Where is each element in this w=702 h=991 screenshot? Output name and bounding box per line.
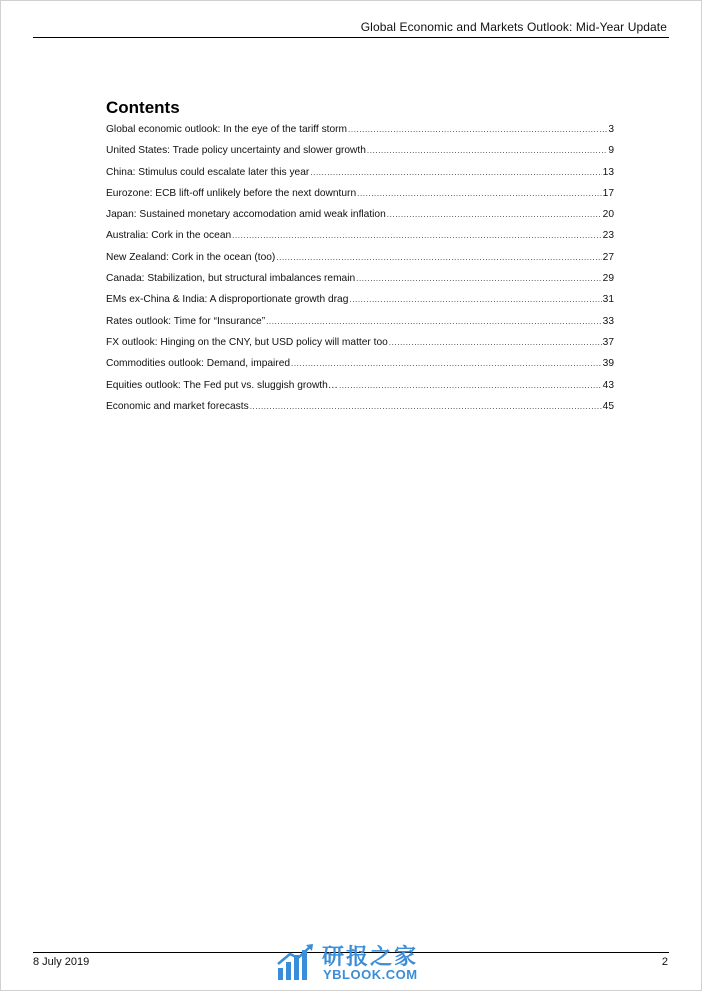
toc-dot-leader xyxy=(387,210,602,219)
toc-entry-title[interactable]: Global economic outlook: In the eye of the tariff storm xyxy=(106,124,348,135)
toc-entry-title[interactable]: Eurozone: ECB lift-off unlikely before the next downturn xyxy=(106,187,357,199)
toc-entry-page[interactable]: 13 xyxy=(602,166,614,178)
toc-dot-leader xyxy=(250,402,602,411)
toc-entry[interactable] xyxy=(106,380,614,401)
toc-entry[interactable] xyxy=(106,337,614,358)
toc-entry-title[interactable]: Rates outlook: Time for “Insurance” xyxy=(106,315,266,327)
toc-entry-title[interactable]: Japan: Sustained monetary accomodation amid weak inflation xyxy=(106,209,386,221)
toc-dot-leader xyxy=(291,359,602,368)
toc-dot-leader xyxy=(232,231,602,240)
footer-date: 8 July 2019 xyxy=(33,956,90,968)
toc-entry-title[interactable]: FX outlook: Hinging on the CNY, but USD policy will matter too xyxy=(106,336,388,348)
toc-entry-page[interactable]: 29 xyxy=(602,273,614,285)
toc-entry-title[interactable]: United States: Trade policy uncertainty and slower growth xyxy=(106,145,366,157)
toc-entry-title[interactable]: New Zealand: Cork in the ocean (too) xyxy=(106,251,276,263)
toc-entry[interactable] xyxy=(106,252,614,273)
toc-entry[interactable] xyxy=(106,358,614,379)
toc-entry-page[interactable]: 23 xyxy=(602,230,614,242)
watermark xyxy=(276,940,436,985)
toc-entry[interactable] xyxy=(106,294,614,315)
toc-entry[interactable] xyxy=(106,401,614,422)
toc-dot-leader xyxy=(357,189,602,198)
toc-entry-page[interactable]: 43 xyxy=(602,379,614,391)
toc-entry-title[interactable]: China: Stimulus could escalate later this year xyxy=(106,166,310,178)
toc-dot-leader xyxy=(389,338,602,347)
toc-entry-title[interactable]: Equities outlook: The Fed put vs. sluggish growth… xyxy=(106,379,338,391)
table-of-contents xyxy=(106,124,614,422)
toc-dot-leader xyxy=(348,125,607,134)
toc-entry-page[interactable]: 20 xyxy=(602,209,614,221)
toc-entry-title[interactable]: Commodities outlook: Demand, impaired xyxy=(106,358,291,370)
toc-dot-leader xyxy=(310,168,601,177)
toc-entry[interactable] xyxy=(106,316,614,337)
toc-entry-page[interactable]: 39 xyxy=(602,358,614,370)
toc-entry[interactable] xyxy=(106,188,614,209)
toc-entry[interactable] xyxy=(106,230,614,251)
toc-entry-page[interactable]: 3 xyxy=(608,124,614,135)
toc-entry[interactable] xyxy=(106,273,614,294)
toc-entry[interactable] xyxy=(106,209,614,230)
toc-dot-leader xyxy=(276,253,601,262)
toc-entry-page[interactable]: 45 xyxy=(602,400,614,412)
watermark-name: 研报之家 xyxy=(322,945,419,970)
toc-entry-page[interactable]: 37 xyxy=(602,336,614,348)
watermark-url: YBLOOK.COM xyxy=(323,967,418,982)
toc-entry-page[interactable]: 33 xyxy=(602,315,614,327)
toc-dot-leader xyxy=(349,295,601,304)
toc-dot-leader xyxy=(339,381,602,390)
toc-entry[interactable] xyxy=(106,145,614,166)
toc-entry-title[interactable]: Canada: Stabilization, but structural imbalances remain xyxy=(106,273,356,285)
toc-entry-page[interactable]: 27 xyxy=(602,251,614,263)
toc-dot-leader xyxy=(266,317,602,326)
toc-entry-title[interactable]: EMs ex-China & India: A disproportionate growth drag xyxy=(106,294,349,306)
toc-entry-title[interactable]: Economic and market forecasts xyxy=(106,400,249,412)
header-rule xyxy=(33,37,669,38)
footer-page-number: 2 xyxy=(661,956,668,968)
running-header-title: Global Economic and Markets Outlook: Mid-Year Update xyxy=(360,20,667,34)
toc-dot-leader xyxy=(367,146,607,155)
toc-entry-title[interactable]: Australia: Cork in the ocean xyxy=(106,230,232,242)
bar-chart-logo-icon xyxy=(276,942,318,982)
toc-entry-page[interactable]: 31 xyxy=(602,294,614,306)
toc-entry-page[interactable]: 17 xyxy=(602,187,614,199)
toc-entry[interactable] xyxy=(106,167,614,188)
toc-entry[interactable] xyxy=(106,124,614,145)
toc-entry-page[interactable]: 9 xyxy=(608,145,614,157)
contents-heading: Contents xyxy=(106,98,180,117)
toc-dot-leader xyxy=(356,274,602,283)
